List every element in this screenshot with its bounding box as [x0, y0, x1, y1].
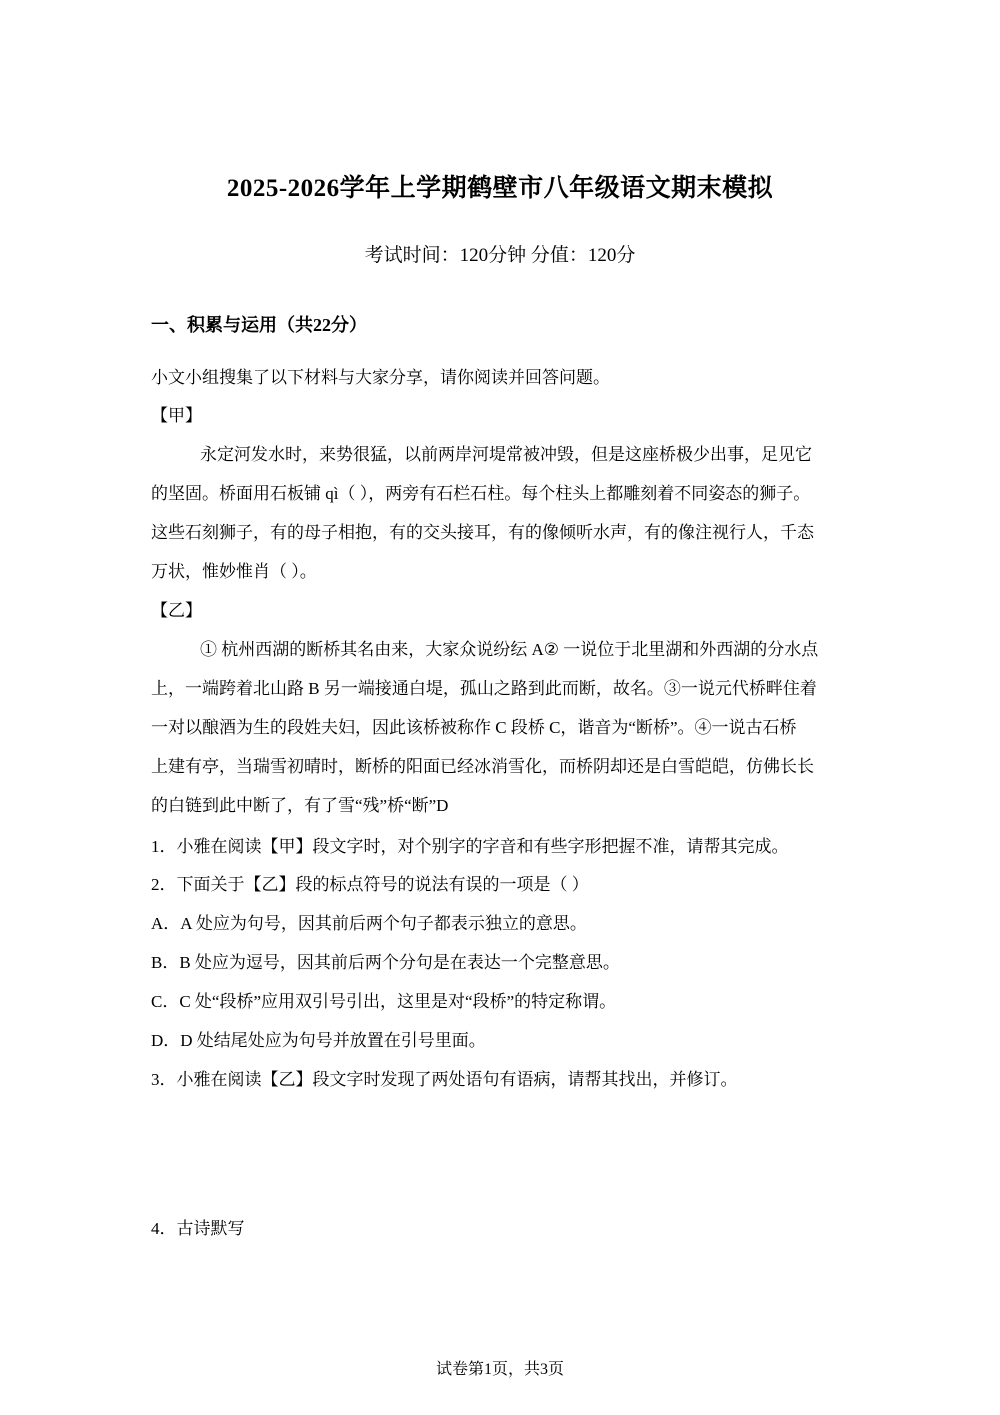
passage-jia-line: 永定河发水时，来势很猛，以前两岸河堤常被冲毁，但是这座桥极少出事，足见它 — [200, 445, 812, 464]
passage-jia-line: 这些石刻狮子，有的母子相抱，有的交头接耳，有的像倾听水声，有的像注视行人，千态 — [151, 523, 814, 542]
passage-jia-line: 的坚固。桥面用石板铺 qì（ ），两旁有石栏石柱。每个柱头上都雕刻着不同姿态的狮子。 — [151, 484, 811, 503]
question-3: 3．小雅在阅读【乙】段文字时发现了两处语句有语病，请帮其找出，并修订。 — [151, 1070, 738, 1089]
passage-yi-line: 一对以酿酒为生的段姓夫妇，因此该桥被称作 C 段桥 C，谐音为“断桥”。④一说古石桥 — [151, 718, 797, 737]
passage-yi-line: 的白链到此中断了，有了雪“残”桥“断”D — [151, 796, 449, 815]
passage-jia-line: 万状，惟妙惟肖（ ）。 — [151, 562, 317, 581]
passage-yi-line: ① 杭州西湖的断桥其名由来，大家众说纷纭 A② 一说位于北里湖和外西湖的分水点 — [200, 640, 819, 659]
exam-subtitle: 考试时间：120分钟 分值：120分 — [364, 245, 636, 266]
question-2: 2．下面关于【乙】段的标点符号的说法有误的一项是（ ） — [151, 875, 589, 894]
page-footer: 试卷第1页，共3页 — [435, 1361, 564, 1378]
exam-title: 2025-2026学年上学期鹤壁市八年级语文期末模拟 — [226, 175, 774, 202]
question-2-option: A．A 处应为句号，因其前后两个句子都表示独立的意思。 — [151, 914, 587, 933]
passage-jia-label: 【甲】 — [151, 406, 202, 425]
question-2-option: B．B 处应为逗号，因其前后两个分句是在表达一个完整意思。 — [151, 953, 620, 972]
passage-yi-line: 上建有亭，当瑞雪初晴时，断桥的阳面已经冰消雪化，而桥阴却还是白雪皑皑，仿佛长长 — [151, 757, 814, 776]
section-heading: 一、积累与运用（共22分） — [151, 315, 367, 335]
question-2-option: C．C 处“段桥”应用双引号引出，这里是对“段桥”的特定称谓。 — [151, 992, 617, 1011]
passage-yi-label: 【乙】 — [151, 601, 202, 620]
question-4: 4．古诗默写 — [151, 1219, 245, 1238]
question-2-option: D．D 处结尾处应为句号并放置在引号里面。 — [151, 1031, 486, 1050]
question-1: 1．小雅在阅读【甲】段文字时，对个别字的字音和有些字形把握不准，请帮其完成。 — [151, 837, 789, 856]
intro-text: 小文小组搜集了以下材料与大家分享，请你阅读并回答问题。 — [151, 368, 610, 387]
passage-yi-line: 上，一端跨着北山路 B 另一端接通白堤，孤山之路到此而断，故名。③一说元代桥畔住着 — [151, 679, 817, 698]
